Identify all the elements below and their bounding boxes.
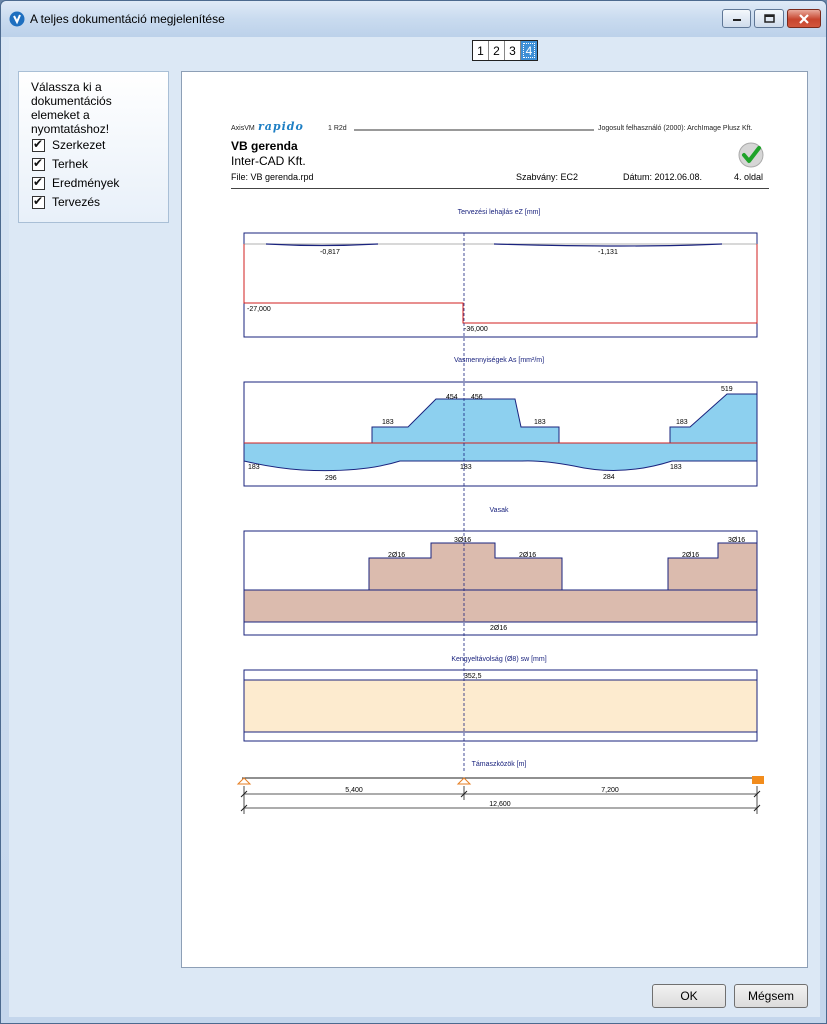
page-selector xyxy=(472,40,538,61)
reinforcement-label: 183 xyxy=(676,419,688,426)
header-app-name: AxisVM xyxy=(231,125,255,132)
document-date: Dátum: 2012.06.08. xyxy=(623,172,703,182)
reinforcement-label: 456 xyxy=(471,394,483,401)
span-label: 7,200 xyxy=(601,787,619,794)
document-page xyxy=(182,72,809,969)
ok-button[interactable]: OK xyxy=(652,984,726,1008)
deflection-title: Tervezési lehajlás eZ [mm] xyxy=(457,209,541,216)
reinforcement-label: 183 xyxy=(460,464,472,471)
deflection-label: -27,000 xyxy=(247,306,271,313)
spacing-label: 352,5 xyxy=(464,673,482,680)
dimension-ticks xyxy=(244,786,757,814)
close-icon xyxy=(798,14,810,24)
option-loads[interactable] xyxy=(32,157,88,171)
rebars-label: 2Ø16 xyxy=(682,552,700,559)
document-standard: Szabvány: EC2 xyxy=(516,172,579,182)
page-button-1[interactable]: 1 xyxy=(473,41,489,60)
header-version: 1 R2d xyxy=(328,125,347,132)
reinforcement-label: 183 xyxy=(248,464,260,471)
rebars-title: Vasak xyxy=(489,507,509,514)
option-label: Terhek xyxy=(52,157,89,171)
options-panel xyxy=(18,71,169,223)
rebars-label: 2Ø16 xyxy=(519,552,537,559)
rebars-bottom xyxy=(244,590,757,622)
span-label: 5,400 xyxy=(345,787,363,794)
rebars-label: 3Ø16 xyxy=(728,537,746,544)
cancel-button[interactable]: Mégsem xyxy=(734,984,808,1008)
checkbox-loads[interactable] xyxy=(32,158,45,171)
option-label: Tervezés xyxy=(52,195,101,209)
header-licensee: Jogosult felhasználó (2000): ArchImage Plusz Kft. xyxy=(598,125,753,132)
close-button[interactable] xyxy=(787,9,821,28)
option-label: Szerkezet xyxy=(52,138,106,152)
support-icon-right xyxy=(752,776,764,784)
deflection-label: -1,131 xyxy=(598,249,618,256)
support-icon-left xyxy=(238,778,250,784)
checkbox-results[interactable] xyxy=(32,177,45,190)
window-title: A teljes dokumentáció megjelenítése xyxy=(30,12,225,26)
deflection-label: -36,000 xyxy=(464,326,488,333)
option-structure[interactable] xyxy=(32,138,105,152)
deflection-label: -0,817 xyxy=(320,249,340,256)
spacing-title: Kengyeltávolság (Ø8) sw [mm] xyxy=(451,656,547,663)
reinforcement-label: 296 xyxy=(325,475,337,482)
minimize-icon xyxy=(732,16,742,22)
reinforcement-label: 183 xyxy=(382,419,394,426)
brand-logo: rapido xyxy=(258,120,304,133)
options-instruction: Válassza ki a dokumentációs elemeket a nyomtatáshoz! xyxy=(31,80,112,136)
option-results[interactable] xyxy=(32,176,119,190)
checkbox-structure[interactable] xyxy=(32,139,45,152)
page-button-3[interactable]: 3 xyxy=(505,41,521,60)
reinforcement-title: Vasmennyiségek As [mm²/m] xyxy=(453,357,545,364)
option-design[interactable] xyxy=(32,195,100,209)
maximize-icon xyxy=(764,14,775,23)
rebars-label: 2Ø16 xyxy=(388,552,406,559)
spacing-bar xyxy=(244,680,757,732)
reinforcement-label: 183 xyxy=(534,419,546,426)
supports-title: Támaszközök [m] xyxy=(471,761,527,768)
page-button-2[interactable]: 2 xyxy=(489,41,505,60)
app-icon xyxy=(9,11,25,27)
title-bar[interactable] xyxy=(1,1,826,37)
document-company: Inter-CAD Kft. xyxy=(231,154,306,168)
document-title: VB gerenda xyxy=(231,139,298,153)
document-preview[interactable] xyxy=(181,71,808,968)
page-button-4[interactable]: 4 xyxy=(521,41,537,60)
rebars-label: 2Ø16 xyxy=(490,625,508,632)
total-length-label: 12,600 xyxy=(489,801,511,808)
reinforcement-label: 183 xyxy=(670,464,682,471)
reinforcement-label: 519 xyxy=(721,386,733,393)
support-icon-middle xyxy=(458,778,470,784)
option-label: Eredmények xyxy=(52,176,120,190)
reinforcement-label: 284 xyxy=(603,474,615,481)
minimize-button[interactable] xyxy=(722,9,751,28)
reinforcement-label: 454 xyxy=(446,394,458,401)
document-page-number: 4. oldal xyxy=(734,172,764,182)
design-diagrams xyxy=(182,72,809,969)
checkbox-design[interactable] xyxy=(32,196,45,209)
maximize-button[interactable] xyxy=(754,9,784,28)
document-file: File: VB gerenda.rpd xyxy=(231,172,314,182)
rebars-label: 3Ø16 xyxy=(454,537,472,544)
